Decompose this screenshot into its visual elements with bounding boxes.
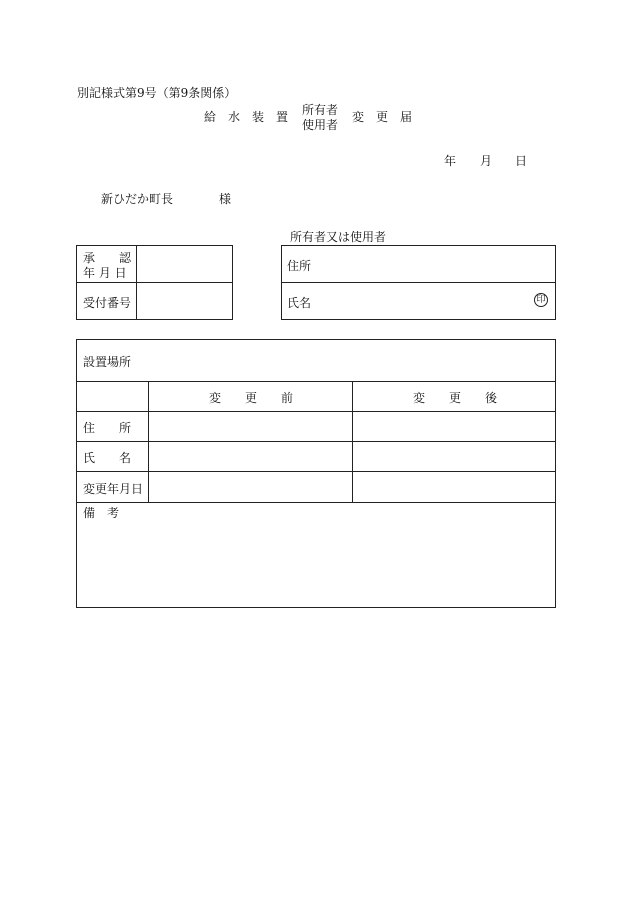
approval-date-label-line2: 年 月 日	[83, 266, 127, 280]
title-left: 給 水 装 置	[204, 110, 289, 124]
location-label: 設置場所	[83, 355, 132, 369]
location-field[interactable]	[140, 340, 555, 381]
applicant-name-label: 氏名	[287, 296, 312, 310]
date-month-label: 月	[480, 154, 493, 168]
address-after-field[interactable]	[353, 412, 555, 441]
change-date-before-field[interactable]	[149, 472, 352, 502]
title-stack-top: 所有者	[302, 103, 339, 117]
row-change-date-label: 変更年月日	[83, 482, 144, 496]
name-after-field[interactable]	[353, 442, 555, 471]
change-date-after-field[interactable]	[353, 472, 555, 502]
form-number: 別記様式第9号（第9条関係）	[77, 86, 237, 100]
name-before-field[interactable]	[149, 442, 352, 471]
row-address-label: 住 所	[83, 421, 132, 435]
approval-date-label-line1: 承 認	[83, 251, 132, 265]
applicant-heading: 所有者又は使用者	[290, 230, 387, 244]
remarks-label: 備 考	[83, 506, 120, 520]
applicant-name-field[interactable]	[316, 283, 526, 319]
applicant-address-label: 住所	[287, 259, 312, 273]
title-right: 変 更 届	[352, 110, 413, 124]
approval-date-field[interactable]	[137, 246, 232, 282]
seal-mark: 印	[534, 293, 548, 307]
receipt-number-label: 受付番号	[83, 296, 132, 310]
address-before-field[interactable]	[149, 412, 352, 441]
row-name-label: 氏 名	[83, 451, 132, 465]
remarks-field[interactable]	[77, 518, 555, 607]
before-header: 変 更 前	[209, 391, 294, 405]
addressee-honorific: 様	[219, 192, 232, 206]
main-table-line-5	[76, 502, 556, 503]
title-stack-bottom: 使用者	[302, 118, 339, 132]
after-header: 変 更 後	[413, 391, 498, 405]
receipt-number-field[interactable]	[137, 283, 232, 319]
addressee-name: 新ひだか町長	[101, 192, 174, 206]
date-day-label: 日	[515, 154, 528, 168]
applicant-address-field[interactable]	[316, 246, 555, 282]
date-year-label: 年	[444, 154, 457, 168]
